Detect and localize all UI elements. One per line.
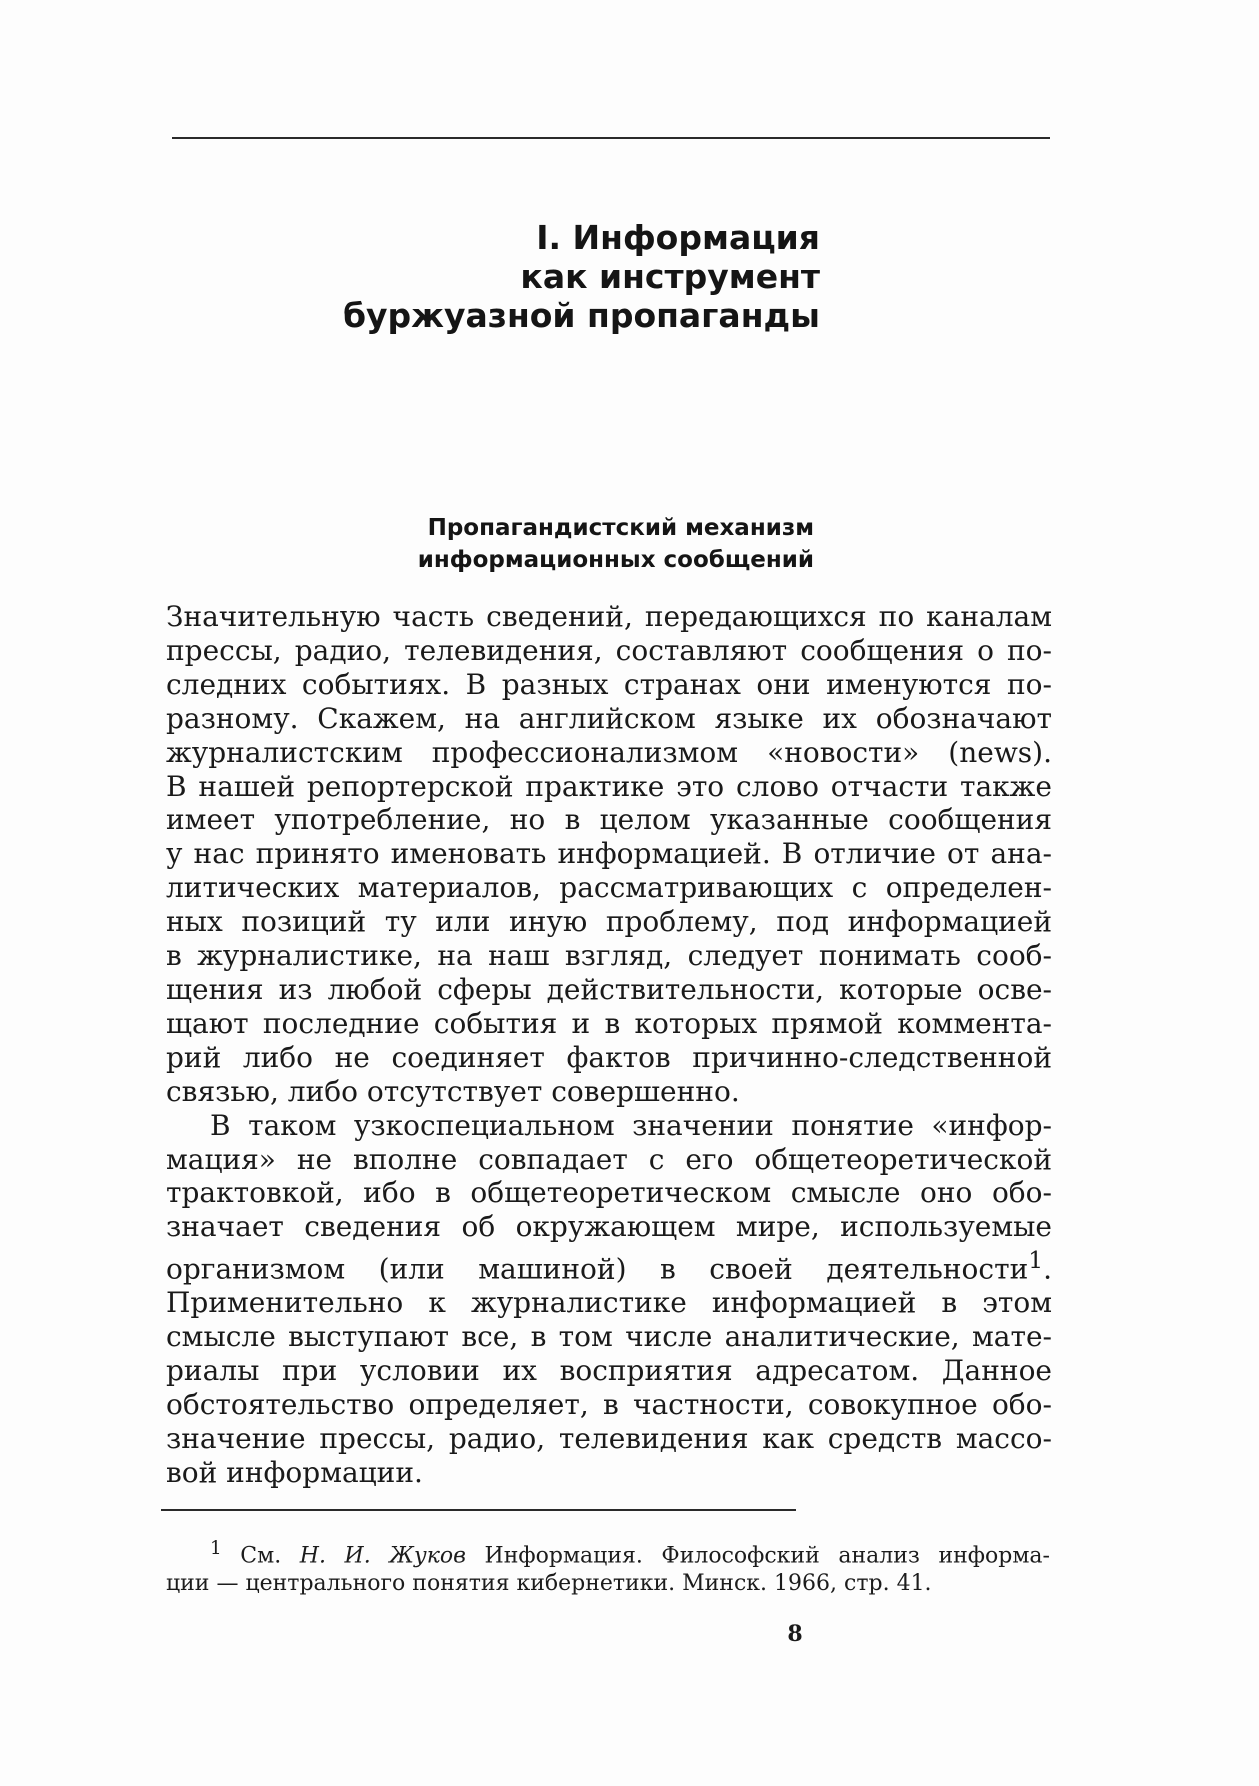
- footnote-reference: 1: [1028, 1246, 1044, 1275]
- text-line: значение прессы, радио, телевидения как средств массо-: [166, 1422, 1052, 1456]
- text-line: трактовкой, ибо в общетеоретическом смысле оно обо-: [166, 1176, 1052, 1210]
- text-line: литических материалов, рассматривающих с определен-: [166, 871, 1052, 905]
- footnote-rule: [161, 1509, 796, 1511]
- text-line: Значительную часть сведений, передающихся по каналам: [166, 600, 1052, 633]
- chapter-title-line: буржуазной пропаганды: [342, 296, 820, 335]
- text-line: обстоятельство определяет, в частности, совокупное обо-: [166, 1388, 1052, 1422]
- text-line: риалы при условии их восприятия адресатом. Данное: [166, 1354, 1052, 1388]
- text-line: Применительно к журналистике информацией в этом: [166, 1286, 1052, 1320]
- footnote-line: [166, 1535, 1050, 1570]
- top-rule: [172, 137, 1050, 139]
- section-title: [300, 512, 814, 576]
- text-line: разному. Скажем, на английском языке их обозначают: [166, 701, 1052, 735]
- chapter-title: [300, 218, 820, 335]
- footnote: [166, 1535, 1050, 1598]
- footnote-line: ции — центрального понятия кибернетики. Минск. 1966, стр. 41.: [166, 1571, 932, 1597]
- text-line: значает сведения об окружающем мире, используемые: [166, 1210, 1052, 1244]
- text-line: прессы, радио, телевидения, составляют сообщения о по-: [166, 633, 1052, 667]
- footnote-author: Н. И. Жуков: [299, 1543, 466, 1569]
- text-line: щения из любой сферы действительности, которые осве-: [166, 972, 1052, 1006]
- section-title-line: информационных сообщений: [417, 547, 814, 573]
- paragraph-1: [166, 600, 1052, 1109]
- text-line: В нашей репортерской практике это слово отчасти также: [166, 769, 1052, 803]
- text-line: следних событиях. В разных странах они именуются по-: [166, 667, 1052, 701]
- footnote-title: Информация. Философский анализ информа-: [484, 1543, 1050, 1569]
- text-line: рий либо не соединяет фактов причинно-следственной: [166, 1040, 1052, 1074]
- text-line: ных позиций ту или иную проблему, под информацией: [166, 905, 1052, 939]
- text-line: журналистским профессионализмом «новости» (news).: [166, 735, 1052, 769]
- text-line: щают последние события и в которых прямой коммента-: [166, 1006, 1052, 1040]
- text-line: связью, либо отсутствует совершенно.: [166, 1074, 740, 1108]
- footnote-marker: 1: [210, 1538, 222, 1559]
- text-line-with-footnote: организмом (или машиной) в своей деятельности$^1$.: [166, 1246, 1052, 1286]
- text-line: имеет употребление, но в целом указанные сообщения: [166, 803, 1052, 837]
- paragraph-2: [166, 1109, 1052, 1490]
- text-line-content: организмом (или машиной) в своей деятельности: [166, 1252, 1029, 1286]
- text-line: В таком узкоспециальном значении понятие «инфор-: [210, 1108, 1052, 1142]
- chapter-title-line: I. Информация: [536, 218, 820, 257]
- text-line: вой информации.: [166, 1455, 423, 1489]
- chapter-title-line: как инструмент: [520, 257, 820, 296]
- section-title-line: Пропагандистский механизм: [427, 515, 814, 541]
- text-line: мация» не вполне совпадает с его общетеоретической: [166, 1142, 1052, 1176]
- footnote-prefix: См.: [240, 1543, 282, 1569]
- body-text: [166, 600, 1052, 1490]
- text-line: в журналистике, на наш взгляд, следует понимать сооб-: [166, 939, 1052, 973]
- page-number: 8: [787, 1621, 803, 1647]
- text-line: у нас принято именовать информацией. В отличие от ана-: [166, 837, 1052, 871]
- text-line: смысле выступают все, в том числе аналитические, мате-: [166, 1320, 1052, 1354]
